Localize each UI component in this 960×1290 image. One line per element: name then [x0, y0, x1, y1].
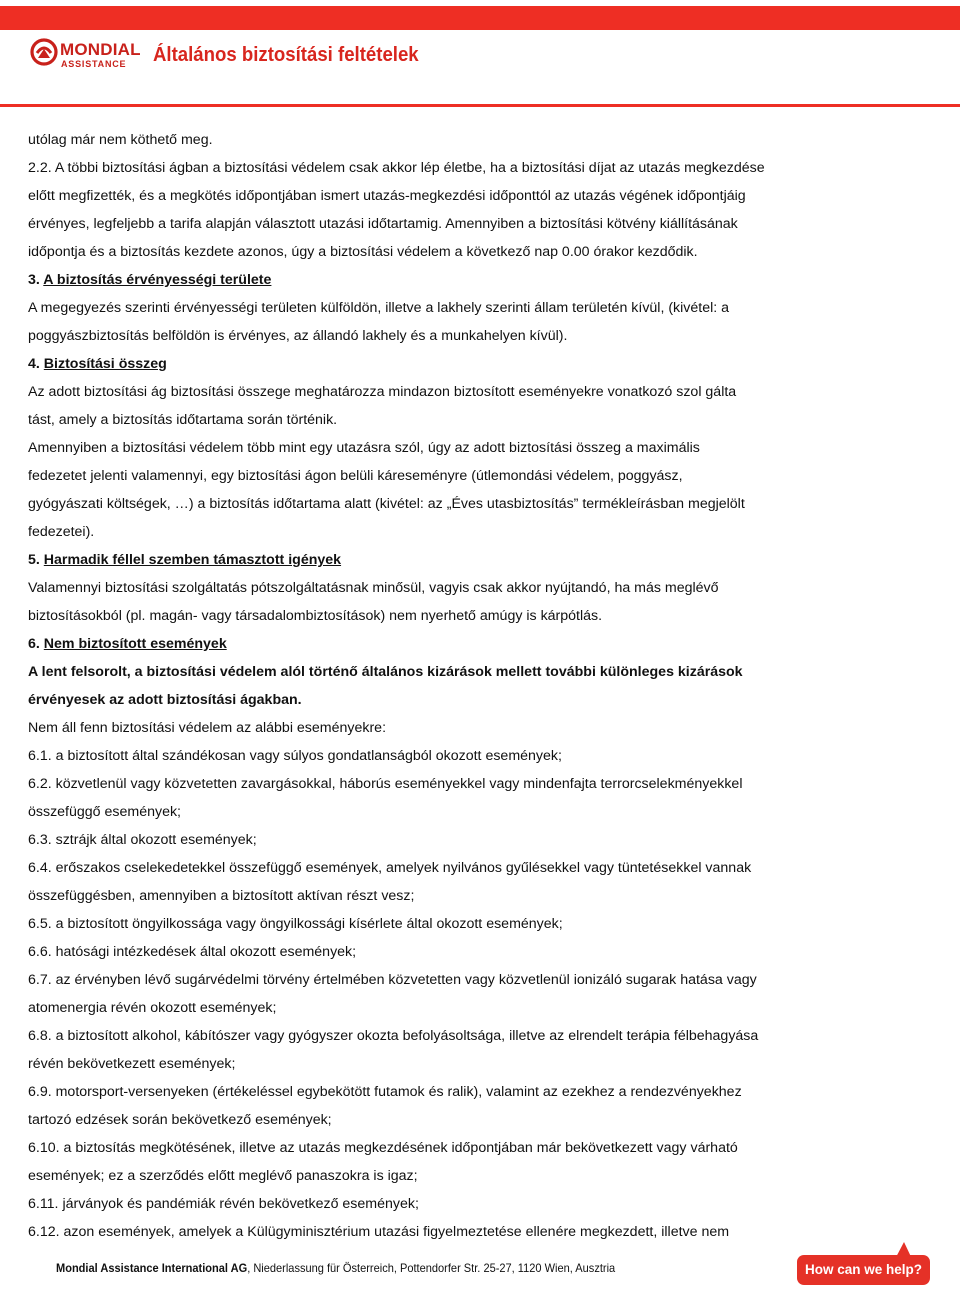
paragraph-line: Valamennyi biztosítási szolgáltatás pótszolgáltatásnak minősül, vagyis csak akkor nyújtandó, ha más meglévő [28, 580, 719, 596]
paragraph-line: előtt megfizették, és a megkötés időpontjában ismert utazás-megkezdési időponttól az utazás végének időpontjáig [28, 188, 746, 204]
paragraph-line: tást, amely a biztosítás időtartama során történik. [28, 412, 338, 428]
section-heading [28, 266, 938, 294]
paragraph-line: fedezetei). [28, 524, 95, 540]
section-heading [28, 350, 938, 378]
paragraph-line: A megegyezés szerinti érvényességi területen külföldön, illetve a lakhely szerinti állam területén kívül, (kivétel: a [28, 300, 730, 316]
paragraph-line: 6.5. a biztosított öngyilkossága vagy öngyilkossági kísérlete által okozott események; [28, 916, 563, 932]
paragraph-line: 6.3. sztrájk által okozott események; [28, 832, 257, 848]
header-divider [0, 104, 960, 107]
paragraph-line: gyógyászati költségek, …) a biztosítás időtartama alatt (kivétel: az „Éves utasbiztosítás” termékleírásban megjelölt [28, 496, 745, 512]
paragraph-line: 6.10. a biztosítás megkötésének, illetve az utazás megkezdésének időpontjában már bekövetkezett vagy várható [28, 1140, 738, 1156]
paragraph-line: Nem áll fenn biztosítási védelem az alábbi eseményekre: [28, 720, 387, 736]
paragraph-line: atomenergia révén okozott események; [28, 1000, 277, 1016]
paragraph-line: 6.8. a biztosított alkohol, kábítószer vagy gyógyszer okozta befolyásoltsága, illetve az elrendelt terápia félbehagyása [28, 1028, 759, 1044]
paragraph-line: 2.2. A többi biztosítási ágban a biztosítási védelem csak akkor lép életbe, ha a biztosítási díjat az utazás megkezdése [28, 160, 765, 176]
section-heading [28, 546, 938, 574]
paragraph-line: 6.4. erőszakos cselekedetekkel összefüggő események, amelyek nyilvános gyűlésekkel vagy tüntetésekkel vannak [28, 860, 752, 876]
bold-paragraph-line: érvényesek az adott biztosítási ágakban. [28, 692, 302, 708]
mondial-logo-icon [30, 38, 58, 66]
paragraph-line: biztosításokból (pl. magán- vagy társadalombiztosítások) nem nyerhető amúgy is kárpótlás. [28, 608, 603, 624]
paragraph-line: Az adott biztosítási ág biztosítási összege meghatározza mindazon biztosított eseményekre vonatkozó szol gálta [28, 384, 737, 400]
section-number: 5. [28, 552, 40, 568]
paragraph-line: fedezetet jelenti valamennyi, egy biztosítási ágon belüli káreseményre (útlemondási védelem, poggyász, [28, 468, 683, 484]
logo-subtitle: ASSISTANCE [61, 59, 127, 69]
paragraph-line: 6.6. hatósági intézkedések által okozott események; [28, 944, 357, 960]
paragraph-line: összefüggésben, amennyiben a biztosított aktívan részt vesz; [28, 888, 415, 904]
paragraph-line: 6.9. motorsport-versenyeken (értékeléssel egybekötött futamok és ralik), valamint az ezekhez a rendezvényekhez [28, 1084, 742, 1100]
section-heading [28, 630, 938, 658]
document-body [28, 126, 938, 1246]
paragraph-line: 6.12. azon események, amelyek a Külügyminisztérium utazási figyelmeztetése ellenére megkezdett, illetve nem [28, 1224, 730, 1240]
section-title: Harmadik féllel szemben támasztott igények [43, 552, 342, 568]
section-number: 4. [28, 356, 40, 372]
paragraph-line: 6.7. az érvényben lévő sugárvédelmi törvény értelmében közvetetten vagy közvetlenül ionizáló sugarak hatása vagy [28, 972, 757, 988]
paragraph-line: események; ez a szerződés előtt meglévő panaszokra is igaz; [28, 1168, 418, 1184]
paragraph-line: 6.11. járványok és pandémiák révén bekövetkező események; [28, 1196, 419, 1212]
section-number: 3. [28, 272, 40, 288]
paragraph-line: Amennyiben a biztosítási védelem több mint egy utazásra szól, úgy az adott biztosítási összeg a maximális [28, 440, 700, 456]
footer-address-text: , Niederlassung für Österreich, Pottendorfer Str. 25-27, 1120 Wien, Ausztria [247, 1261, 616, 1275]
paragraph-line: 6.2. közvetlenül vagy közvetetten zavargásokkal, háborús eseményekkel vagy mindenfajta terrorcselekményekkel [28, 776, 743, 792]
paragraph-line: tartozó edzések során bekövetkező események; [28, 1112, 332, 1128]
footer-company: Mondial Assistance International AG [56, 1261, 248, 1275]
paragraph-line: összefüggő események; [28, 804, 182, 820]
paragraph-line: 6.1. a biztosított által szándékosan vagy súlyos gondatlanságból okozott események; [28, 748, 562, 764]
top-accent-bar [0, 6, 960, 30]
document-title: Általános biztosítási feltételek [153, 44, 419, 66]
bold-paragraph-line: A lent felsorolt, a biztosítási védelem alól történő általános kizárások mellett további különleges kizárások [28, 664, 743, 680]
section-title: Biztosítási összeg [43, 356, 167, 372]
section-title: Nem biztosított események [43, 636, 227, 652]
section-number: 6. [28, 636, 40, 652]
paragraph-line: révén bekövetkezett események; [28, 1056, 236, 1072]
paragraph-line: érvényes, legfeljebb a tarifa alapján választott utazási időtartamig. Amennyiben a biztosítási kötvény kiállításának [28, 216, 738, 232]
logo-name: MONDIAL [60, 40, 141, 59]
paragraph-line: poggyászbiztosítás belföldön is érvényes, az állandó lakhely és a munkahelyen kívül). [28, 328, 568, 344]
paragraph-line: utólag már nem köthető meg. [28, 132, 213, 148]
footer-address [56, 1261, 615, 1275]
section-title: A biztosítás érvényességi területe [43, 272, 272, 288]
paragraph-line: időpontja és a biztosítás kezdete azonos, úgy a biztosítási védelem a következő nap 0.00 órakor kezdődik. [28, 244, 698, 260]
help-button[interactable]: How can we help? [797, 1255, 930, 1285]
mondial-logo [30, 38, 148, 72]
